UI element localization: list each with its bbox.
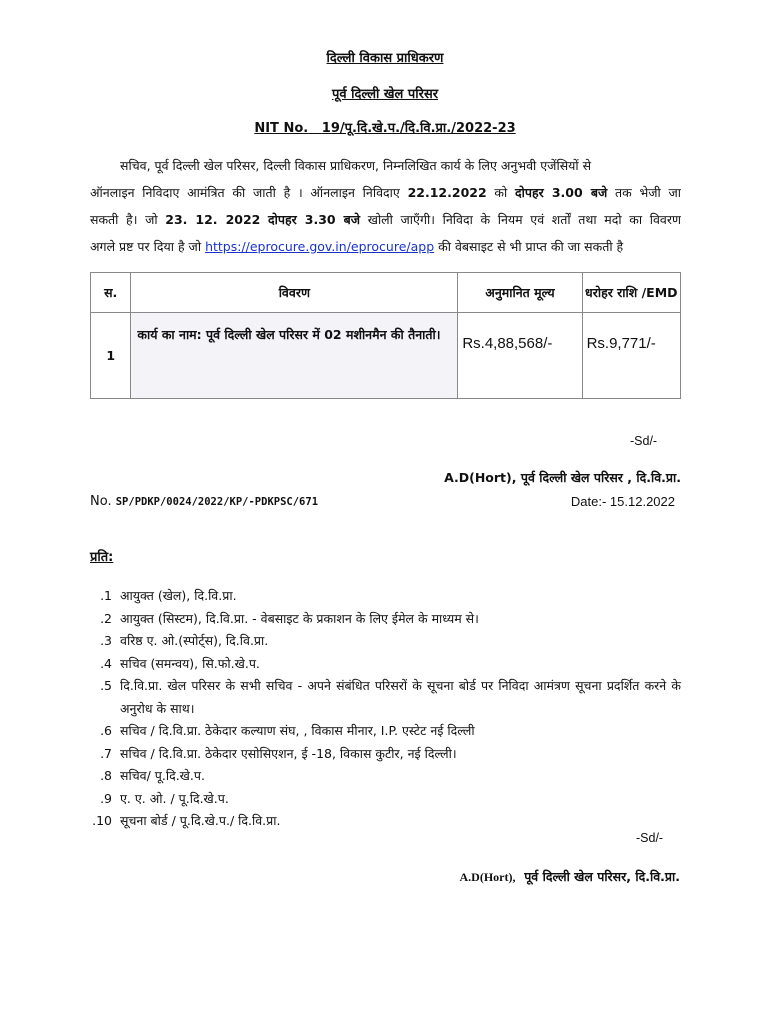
col-emd-header: धरोहर राशि /EMD — [582, 273, 680, 313]
list-item: 4. सचिव (समन्वय), सि.फो.खे.प. — [100, 655, 260, 671]
tender-table — [90, 272, 681, 399]
list-item: 8. सचिव/ पू.दि.खे.प. — [100, 768, 205, 783]
list-item: 6. सचिव / दि.वि.प्रा. ठेकेदार कल्याण संघ, , विकास मीनार, I.P. एस्टेट नई दिल्ली — [100, 723, 475, 738]
list-item: 7. सचिव / दि.वि.प्रा. ठेकेदार एसोसिएशन, ई -18, विकास कुटीर, नई दिल्ली। — [100, 745, 457, 761]
signature-sd-2: -Sd/- — [636, 831, 664, 845]
intro-line-2: ऑनलाइन निविदाए आमंत्रित की जाती है । ऑनलाइन निविदाए 22.12.2022 को दोपहर 3.00 बजे तक भेजी जा — [90, 185, 681, 200]
reference-number — [90, 494, 318, 509]
dept-title: पूर्व दिल्ली खेल परिसर — [331, 87, 439, 102]
ref-no-value: SP/PDKP/0024/2022/KP/-PDKPSC/671 — [115, 496, 319, 508]
nit-label: NIT No. — [254, 121, 309, 136]
col-estimate-header: अनुमानित मूल्य — [458, 273, 582, 313]
row-description: कार्य का नाम: पूर्व दिल्ली खेल परिसर में 02 मशीनमैन की तैनाती। — [131, 313, 458, 399]
reference-date: Date:- 15.12.2022 — [570, 494, 675, 509]
submission-time: दोपहर 3.00 बजे — [515, 185, 608, 200]
signatory-designation-1: A.D(Hort), पूर्व दिल्ली खेल परिसर , दि.वि.प्रा. — [444, 470, 681, 485]
table-header-row — [91, 273, 681, 313]
list-item: 10. सूचना बोर्ड / पू.दि.खे.प./ दि.वि.प्रा. — [92, 813, 281, 828]
row-emd: Rs.9,771/- — [582, 313, 680, 399]
list-item: 2. आयुक्त (सिस्टम), दि.वि.प्रा. - वेबसाइट के प्रकाशन के लिए ईमेल के माध्यम से। — [100, 610, 479, 626]
nit-heading — [0, 118, 770, 136]
col-desc-header: विवरण — [131, 273, 458, 313]
signatory-designation-2: A.D(Hort), पूर्व दिल्ली खेल परिसर, दि.वि.प्रा. — [459, 869, 680, 884]
col-sno-header: स. — [91, 273, 131, 313]
intro-line-3: सकती है। जो 23. 12. 2022 दोपहर 3.30 बजे खोली जाएँगी। निविदा के नियम एवं शर्तों तथा मदो का विवरण — [90, 212, 681, 227]
signature-sd-1: -Sd/- — [630, 434, 658, 448]
eprocure-link[interactable]: https://eprocure.gov.in/eprocure/app — [205, 239, 435, 254]
opening-time: दोपहर 3.30 बजे — [268, 212, 361, 227]
list-item: 1. आयुक्त (खेल), दि.वि.प्रा. — [100, 588, 237, 603]
row-sno: 1 — [91, 313, 131, 399]
list-item: 3. वरिष्ठ ए. ओ.(स्पोर्ट्स), दि.वि.प्रा. — [100, 633, 269, 648]
nit-number: 19/पू.दि.खे.प./दि.वि.प्रा./2022-23 — [321, 121, 516, 136]
ref-no-label: No. — [90, 494, 112, 509]
list-item: 5. दि.वि.प्रा. खेल परिसर के सभी सचिव - अपने संबंधित परिसरों के सूचना बोर्ड पर निविदा आमंत्रण सूचना प्रदर्शित करने के अनुरोध के साथ। — [100, 678, 681, 716]
intro-line-4: अगले प्रष्ट पर दिया है जो https://eprocure.gov.in/eprocure/app की वेबसाइट से भी प्राप्त की जा सकती है — [90, 239, 624, 254]
opening-date: 23. 12. 2022 — [165, 212, 261, 227]
table-row — [91, 313, 681, 399]
prati-label: प्रति: — [90, 550, 114, 565]
list-item: 9. ए. ए. ओ. / पू.दि.खे.प. — [100, 790, 229, 806]
org-title: दिल्ली विकास प्राधिकरण — [326, 51, 444, 66]
submission-date: 22.12.2022 — [407, 185, 487, 200]
intro-line-1: सचिव, पूर्व दिल्ली खेल परिसर, दिल्ली विकास प्राधिकरण, निम्नलिखित कार्य के लिए अनुभवी एजेंसियों से — [120, 158, 592, 173]
row-estimate: Rs.4,88,568/- — [458, 313, 582, 399]
recipient-list — [90, 585, 681, 833]
intro-paragraph — [90, 152, 681, 262]
